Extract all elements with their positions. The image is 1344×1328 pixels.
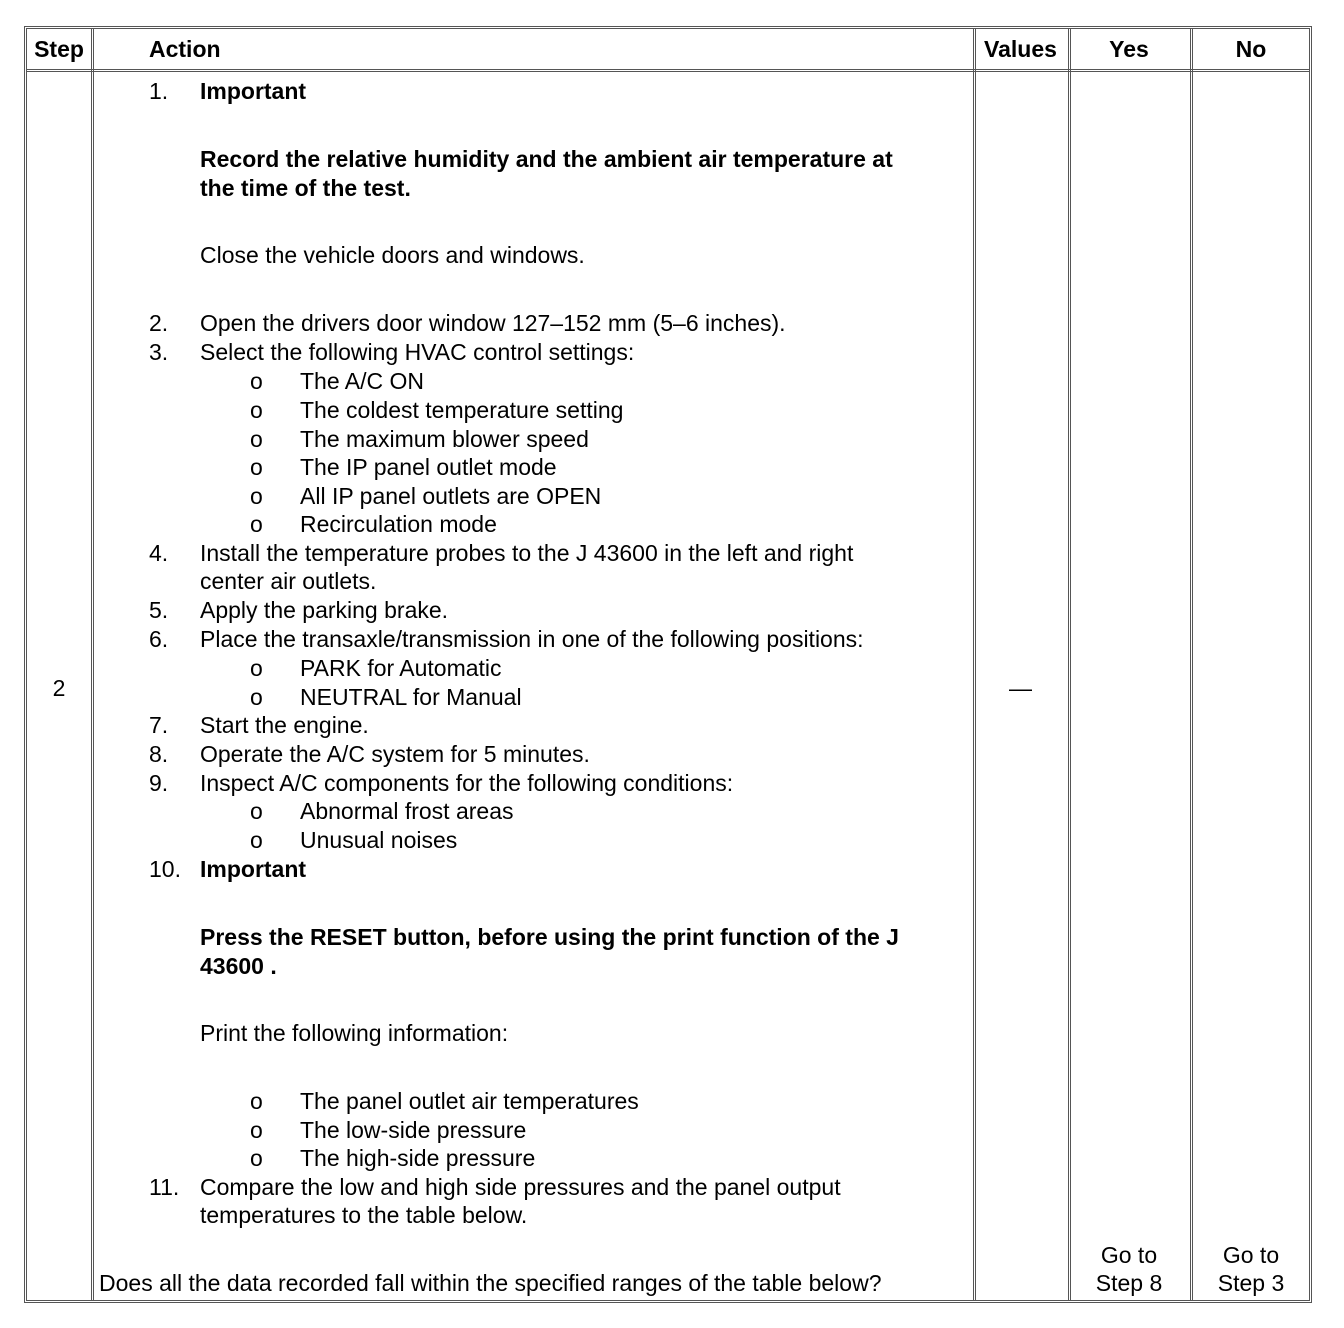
bullet-glyph: o	[250, 827, 263, 853]
action-text: Open the drivers door window 127–152 mm (5–6 inches).	[200, 310, 786, 336]
bullet-item: Abnormal frost areas	[300, 798, 514, 824]
important-title: Important	[200, 78, 307, 104]
bullet-glyph: o	[250, 368, 263, 394]
bullet-item: Recirculation mode	[300, 511, 497, 537]
bullet-glyph: o	[250, 655, 263, 681]
important-note: 43600 .	[200, 953, 277, 979]
bullet-item: The IP panel outlet mode	[300, 454, 557, 480]
bullet-glyph: o	[250, 511, 263, 537]
diagnostic-table	[24, 26, 1312, 1303]
item-number: 3.	[149, 339, 169, 365]
bullet-item: NEUTRAL for Manual	[300, 684, 522, 710]
column-divider	[1190, 29, 1193, 1300]
action-text: Inspect A/C components for the following conditions:	[200, 770, 734, 796]
bullet-glyph: o	[250, 1088, 263, 1114]
bullet-glyph: o	[250, 426, 263, 452]
bullet-glyph: o	[250, 483, 263, 509]
no-result: Step 3	[1217, 1270, 1285, 1296]
item-number: 6.	[149, 626, 169, 652]
bullet-glyph: o	[250, 397, 263, 423]
action-text: Apply the parking brake.	[200, 597, 449, 623]
item-number: 11.	[149, 1174, 180, 1200]
bullet-glyph: o	[250, 454, 263, 480]
important-note: the time of the test.	[200, 175, 411, 201]
header-step: Step	[34, 36, 84, 62]
action-text: Print the following information:	[200, 1020, 509, 1046]
bullet-glyph: o	[250, 684, 263, 710]
values-cell: —	[1009, 675, 1032, 701]
item-number: 8.	[149, 741, 169, 767]
important-title: Important	[200, 856, 307, 882]
item-number: 7.	[149, 712, 169, 738]
item-number: 5.	[149, 597, 169, 623]
action-text: Install the temperature probes to the J 43600 in the left and right	[200, 540, 854, 566]
column-divider	[973, 29, 976, 1300]
important-note: Press the RESET button, before using the print function of the J	[200, 924, 899, 950]
item-number: 1.	[149, 78, 169, 104]
bullet-item: The A/C ON	[300, 368, 424, 394]
bullet-item: The panel outlet air temperatures	[300, 1088, 639, 1114]
column-divider	[1068, 29, 1071, 1300]
bullet-item: The maximum blower speed	[300, 426, 589, 452]
action-text: Place the transaxle/transmission in one of the following positions:	[200, 626, 864, 652]
step-number: 2	[52, 675, 66, 701]
bullet-glyph: o	[250, 1117, 263, 1143]
action-text: Compare the low and high side pressures and the panel output	[200, 1174, 841, 1200]
header-no: No	[1235, 36, 1267, 62]
action-text: temperatures to the table below.	[200, 1202, 528, 1228]
bullet-glyph: o	[250, 798, 263, 824]
bullet-item: All IP panel outlets are OPEN	[300, 483, 602, 509]
action-text: center air outlets.	[200, 568, 377, 594]
yes-result: Go to	[1100, 1242, 1158, 1268]
item-number: 4.	[149, 540, 169, 566]
item-number: 2.	[149, 310, 169, 336]
bullet-item: The high-side pressure	[300, 1145, 536, 1171]
action-text: Select the following HVAC control settings:	[200, 339, 635, 365]
bullet-item: The coldest temperature setting	[300, 397, 624, 423]
header-yes: Yes	[1109, 36, 1149, 62]
header-action: Action	[149, 36, 221, 62]
header-values: Values	[984, 36, 1057, 62]
question-text: Does all the data recorded fall within the specified ranges of the table below?	[99, 1270, 882, 1296]
item-number: 10.	[149, 856, 181, 882]
item-number: 9.	[149, 770, 169, 796]
column-divider	[91, 29, 94, 1300]
important-note: Record the relative humidity and the ambient air temperature at	[200, 146, 893, 172]
bullet-glyph: o	[250, 1145, 263, 1171]
bullet-item: The low-side pressure	[300, 1117, 527, 1143]
action-text: Start the engine.	[200, 712, 369, 738]
no-result: Go to	[1222, 1242, 1280, 1268]
bullet-item: Unusual noises	[300, 827, 458, 853]
bullet-item: PARK for Automatic	[300, 655, 502, 681]
action-text: Close the vehicle doors and windows.	[200, 242, 585, 268]
header-divider	[27, 69, 1309, 72]
yes-result: Step 8	[1095, 1270, 1163, 1296]
action-text: Operate the A/C system for 5 minutes.	[200, 741, 590, 767]
